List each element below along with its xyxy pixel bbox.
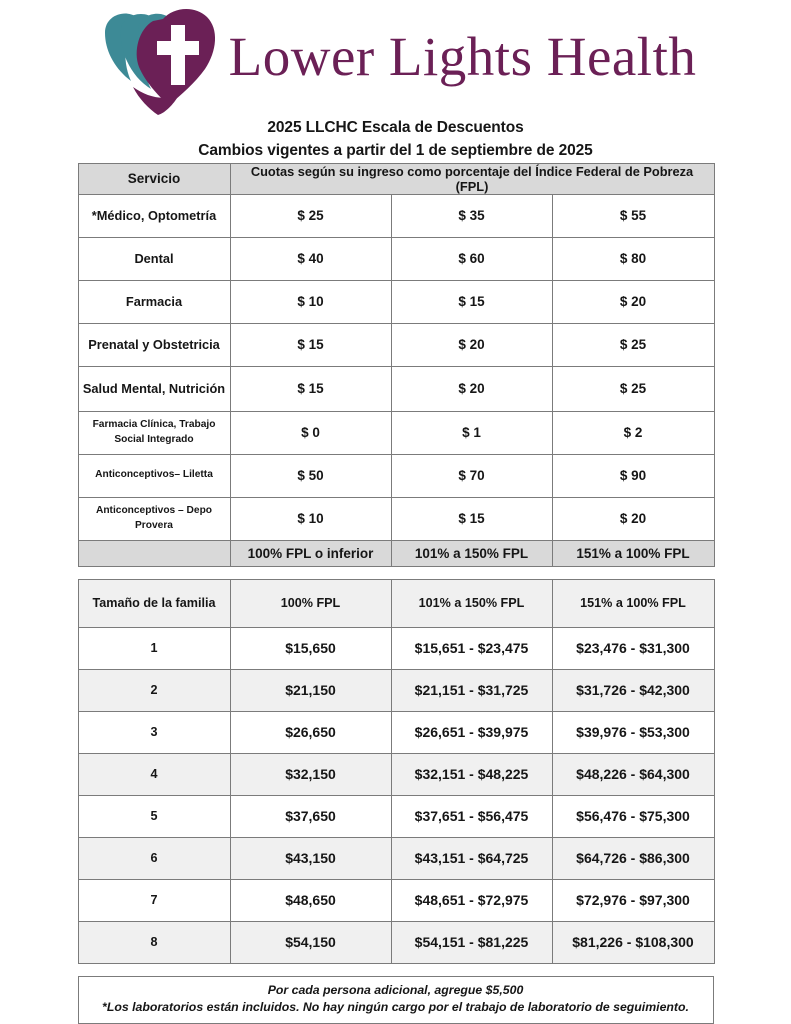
title-line-2: Cambios vigentes a partir del 1 de septiembre de 2025 <box>198 142 593 160</box>
footnote-box <box>78 976 714 1024</box>
fpl-bracket-row <box>78 540 714 566</box>
table-row <box>78 366 714 411</box>
income-family-size: 4 <box>78 753 230 795</box>
fees-amount-a: $ 0 <box>230 411 391 454</box>
income-header-row <box>78 579 714 627</box>
income-family-size: 1 <box>78 627 230 669</box>
fees-service-label: Anticonceptivos– Liletta <box>78 454 230 497</box>
table-row <box>78 280 714 323</box>
fees-header-service: Servicio <box>78 163 230 194</box>
fees-service-label: Salud Mental, Nutrición <box>78 366 230 411</box>
income-value-b: $54,151 - $81,225 <box>391 921 552 963</box>
fees-amount-b: $ 1 <box>391 411 552 454</box>
income-table-wrap <box>78 579 714 964</box>
fees-amount-b: $ 15 <box>391 497 552 540</box>
table-row <box>78 411 714 454</box>
title-line-1: 2025 LLCHC Escala de Descuentos <box>267 119 524 136</box>
income-value-c: $56,476 - $75,300 <box>552 795 714 837</box>
income-value-c: $64,726 - $86,300 <box>552 837 714 879</box>
fees-amount-c: $ 90 <box>552 454 714 497</box>
income-header-size: Tamaño de la familia <box>78 579 230 627</box>
income-family-size: 8 <box>78 921 230 963</box>
fees-amount-c: $ 20 <box>552 280 714 323</box>
fees-table-wrap <box>78 163 714 567</box>
fees-service-label: Dental <box>78 237 230 280</box>
fees-header-span: Cuotas según su ingreso como porcentaje del Índice Federal de Pobreza (FPL) <box>230 163 714 194</box>
fees-amount-b: $ 35 <box>391 194 552 237</box>
fees-amount-b: $ 20 <box>391 366 552 411</box>
income-header-a: 100% FPL <box>230 579 391 627</box>
fees-amount-c: $ 20 <box>552 497 714 540</box>
income-value-c: $48,226 - $64,300 <box>552 753 714 795</box>
income-value-b: $15,651 - $23,475 <box>391 627 552 669</box>
income-value-c: $81,226 - $108,300 <box>552 921 714 963</box>
income-table-body <box>78 627 714 963</box>
income-family-size: 6 <box>78 837 230 879</box>
fees-amount-c: $ 2 <box>552 411 714 454</box>
fpl-bracket-a: 100% FPL o inferior <box>230 540 391 566</box>
income-value-b: $43,151 - $64,725 <box>391 837 552 879</box>
table-row <box>78 837 714 879</box>
income-value-a: $15,650 <box>230 627 391 669</box>
income-value-c: $39,976 - $53,300 <box>552 711 714 753</box>
footnote-line-2: *Los laboratorios están incluidos. No hay ningún cargo por el trabajo de laboratorio de seguimiento. <box>102 1000 689 1015</box>
income-header-b: 101% a 150% FPL <box>391 579 552 627</box>
fees-amount-b: $ 60 <box>391 237 552 280</box>
document-header <box>0 0 791 112</box>
income-value-a: $48,650 <box>230 879 391 921</box>
fees-amount-a: $ 50 <box>230 454 391 497</box>
table-row <box>78 627 714 669</box>
income-value-c: $72,976 - $97,300 <box>552 879 714 921</box>
fees-amount-b: $ 70 <box>391 454 552 497</box>
income-value-a: $43,150 <box>230 837 391 879</box>
income-family-size: 2 <box>78 669 230 711</box>
fees-service-label: Farmacia <box>78 280 230 323</box>
income-value-a: $26,650 <box>230 711 391 753</box>
income-family-size: 5 <box>78 795 230 837</box>
table-row <box>78 921 714 963</box>
fees-amount-a: $ 40 <box>230 237 391 280</box>
income-value-a: $21,150 <box>230 669 391 711</box>
fpl-bracket-blank <box>78 540 230 566</box>
table-row <box>78 711 714 753</box>
income-value-a: $32,150 <box>230 753 391 795</box>
income-value-b: $48,651 - $72,975 <box>391 879 552 921</box>
table-row <box>78 497 714 540</box>
table-row <box>78 237 714 280</box>
income-value-a: $54,150 <box>230 921 391 963</box>
fees-amount-a: $ 25 <box>230 194 391 237</box>
income-value-b: $37,651 - $56,475 <box>391 795 552 837</box>
fpl-bracket-c: 151% a 100% FPL <box>552 540 714 566</box>
table-row <box>78 323 714 366</box>
fees-service-label: Farmacia Clínica, Trabajo Social Integrado <box>78 411 230 454</box>
income-value-c: $31,726 - $42,300 <box>552 669 714 711</box>
income-header-c: 151% a 100% FPL <box>552 579 714 627</box>
fees-table-body <box>78 194 714 566</box>
income-table <box>78 579 715 964</box>
fees-header-row <box>78 163 714 194</box>
brand-name: Lower Lights Health <box>228 25 697 87</box>
fees-table <box>78 163 715 567</box>
table-row <box>78 795 714 837</box>
table-row <box>78 879 714 921</box>
fees-amount-a: $ 10 <box>230 497 391 540</box>
heart-cross-logo-icon <box>95 3 221 115</box>
fpl-bracket-b: 101% a 150% FPL <box>391 540 552 566</box>
table-row <box>78 669 714 711</box>
income-value-a: $37,650 <box>230 795 391 837</box>
income-family-size: 3 <box>78 711 230 753</box>
income-value-b: $26,651 - $39,975 <box>391 711 552 753</box>
income-value-b: $32,151 - $48,225 <box>391 753 552 795</box>
income-family-size: 7 <box>78 879 230 921</box>
table-row <box>78 454 714 497</box>
document-titles <box>0 116 791 163</box>
fees-amount-c: $ 55 <box>552 194 714 237</box>
fees-amount-a: $ 15 <box>230 323 391 366</box>
fees-service-label: Anticonceptivos – Depo Provera <box>78 497 230 540</box>
income-value-b: $21,151 - $31,725 <box>391 669 552 711</box>
fees-amount-c: $ 25 <box>552 366 714 411</box>
fees-service-label: Prenatal y Obstetricia <box>78 323 230 366</box>
income-value-c: $23,476 - $31,300 <box>552 627 714 669</box>
fees-amount-b: $ 20 <box>391 323 552 366</box>
fees-amount-a: $ 15 <box>230 366 391 411</box>
fees-service-label: *Médico, Optometría <box>78 194 230 237</box>
fees-amount-a: $ 10 <box>230 280 391 323</box>
table-row <box>78 194 714 237</box>
footnote-line-1: Por cada persona adicional, agregue $5,500 <box>267 982 524 997</box>
fees-amount-c: $ 25 <box>552 323 714 366</box>
fees-amount-c: $ 80 <box>552 237 714 280</box>
fees-amount-b: $ 15 <box>391 280 552 323</box>
table-row <box>78 753 714 795</box>
